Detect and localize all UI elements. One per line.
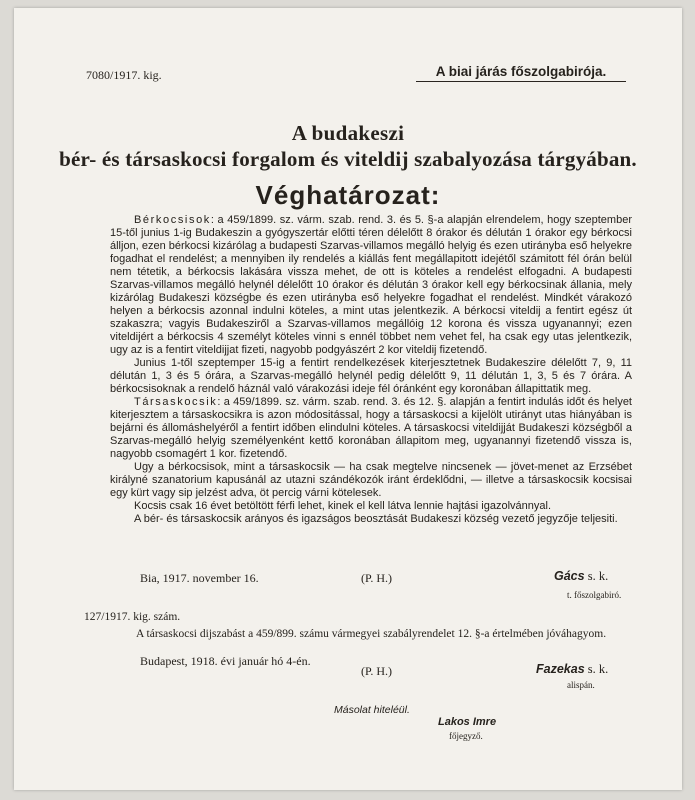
- paragraph-driver-age: Kocsis csak 16 évet betöltött férfi lehet, kinek el kell látva lennie hajtási igazolvánnyal.: [134, 500, 552, 512]
- place-date-1: Bia, 1917. november 16.: [140, 571, 259, 585]
- signature-2: [536, 662, 608, 677]
- document-sheet: [14, 8, 682, 790]
- issuing-office: A biai járás főszolgabirója.: [416, 64, 626, 82]
- title-line-1: A budakeszi: [291, 121, 405, 145]
- seal-mark-1: (P. H.): [361, 571, 393, 585]
- paragraph-omnibuses: [110, 396, 632, 461]
- title-line-2: bér- és társaskocsi forgalom és viteldij szabalyozása tárgyában.: [59, 147, 637, 171]
- signature-1: [554, 569, 608, 584]
- signer-name-1: Gács: [554, 569, 585, 583]
- certifier-title: főjegyző.: [449, 731, 483, 741]
- sk-mark-2: s. k.: [587, 662, 609, 676]
- paragraph-hackney-carriages: [110, 214, 632, 357]
- signer-name-2: Fazekas: [536, 662, 585, 676]
- certification-text: Másolat hiteléül.: [334, 704, 410, 716]
- paragraph-allocation: A bér- és társaskocsik arányos és igazságos beosztását Budakeszi község vezető jegyzője teljesiti.: [134, 513, 618, 525]
- paragraph-summer-schedule: Junius 1-től szeptemper 15-ig a fentirt rendelkezések kiterjesztetnek Budakeszire délelőtt 7, 9, 11 délután 1, 3 és 5 órára, a Szarvas-megálló helynél pedig délelőtt 9, 11 délután 1, 3, 5 és 7 órára. A bérkocsisoknak a rendelő háznál való várakozási ideje fél óránként egy koronában állapittatik meg.: [110, 357, 632, 395]
- approval-reference: 127/1917. kig. szám.: [84, 611, 181, 623]
- paragraph-omnibus-text: : a 459/1899. sz. várm. szab. rend. 3. és 12. §. alapján a fentirt indulás időt és helyet kiterjesztem a társaskocsikra is azon módositással, hogy a társaskocsi a kijelölt utirányt utas hiányában is bejárni és állomáshelyéről a fentirt időben elindulni köteles. A társaskocsi viteldijját Budakeszi községből a Szarvas-megálló helyig személyenként kettő koronában állapitom meg, ugyanannyi fizetendő vissza is, nagyobb csomagért 1 kor. fizetendő.: [110, 396, 632, 460]
- signer-title-1: t. főszolgabiró.: [567, 590, 622, 600]
- decision-body: [110, 214, 632, 526]
- paragraph-hackney-text: : a 459/1899. sz. várm. szab. rend. 3. és 5. §-a alapján elrendelem, hogy szeptember 15-től junius 1-ig Budakeszin a gyógyszertár előtti téren délelőtt 8 órakor és délután 1 órakor egy bérkocsi álljon, ezen bérkocsi kizárólag a budapesti Szarvas-villamos megálló helyig és ezen utirányba eső helyekre fogadhat el rendelést; a mennyiben ily rendelés a kiállás fent megállapitott idejétől számitott fél órán belül nem tétetik, a bérkocsis lakására vissza mehet, de ott is köteles a rendelést elfogadni. A budapesti Szarvas-villamos megálló helynél délelőtt 10 órakor és délután 3 órakor kell egy bérkocsinak állania, mely kizárólag Budakeszi községbe és ezen utirányba eső helyekre fogadhat el rendelést. Mindkét várakozó helyen a bérkocsis azonnal indulni köteles, a mint utas jelentkezik. A bérkocsi viteldij a fentirt egész út szakaszra; vagyis Budakesziről a Szarvas-villamos megállóig 12 korona és vissza ugyanannyi; ezen viteldijért a bérkocsis 4 személyt köteles vinni s ennél többet nem vehet fel, ha csak egy utas jelentkezik, ugy az is a fentirt viteldijjat fizeti, nagyobb podgyászért 2 kor viteldij fizetendő.: [110, 214, 632, 356]
- seal-mark-2: (P. H.): [361, 664, 393, 678]
- paragraph-sanatorium: Ugy a bérkocsisok, mint a társaskocsik — ha csak megtelve nincsenek — jövet-menet az Erzsébet királyné szanatorium kapusánál az utazni szándékozók iránt érdeklődni, — illetve a társaskocsik kocsisai egy kürt vagy sip jelzést adva, öt percig várni kötelesek.: [110, 461, 632, 499]
- term-hackney-carriages: Bérkocsisok: [134, 214, 211, 226]
- signer-title-2: alispán.: [567, 680, 595, 690]
- place-date-2: Budapest, 1918. évi január hó 4-én.: [140, 654, 311, 668]
- certifier-name: Lakos Imre: [438, 716, 497, 728]
- approval-text: A társaskocsi dijszabást a 459/899. számu vármegyei szabályrendelet 12. §-a értelmében jóváhagyom.: [136, 628, 607, 640]
- term-omnibuses: Társaskocsik: [134, 396, 218, 408]
- sk-mark-1: s. k.: [587, 569, 609, 583]
- decision-heading: Véghatározat:: [255, 180, 441, 210]
- reference-number: 7080/1917. kig.: [86, 68, 162, 82]
